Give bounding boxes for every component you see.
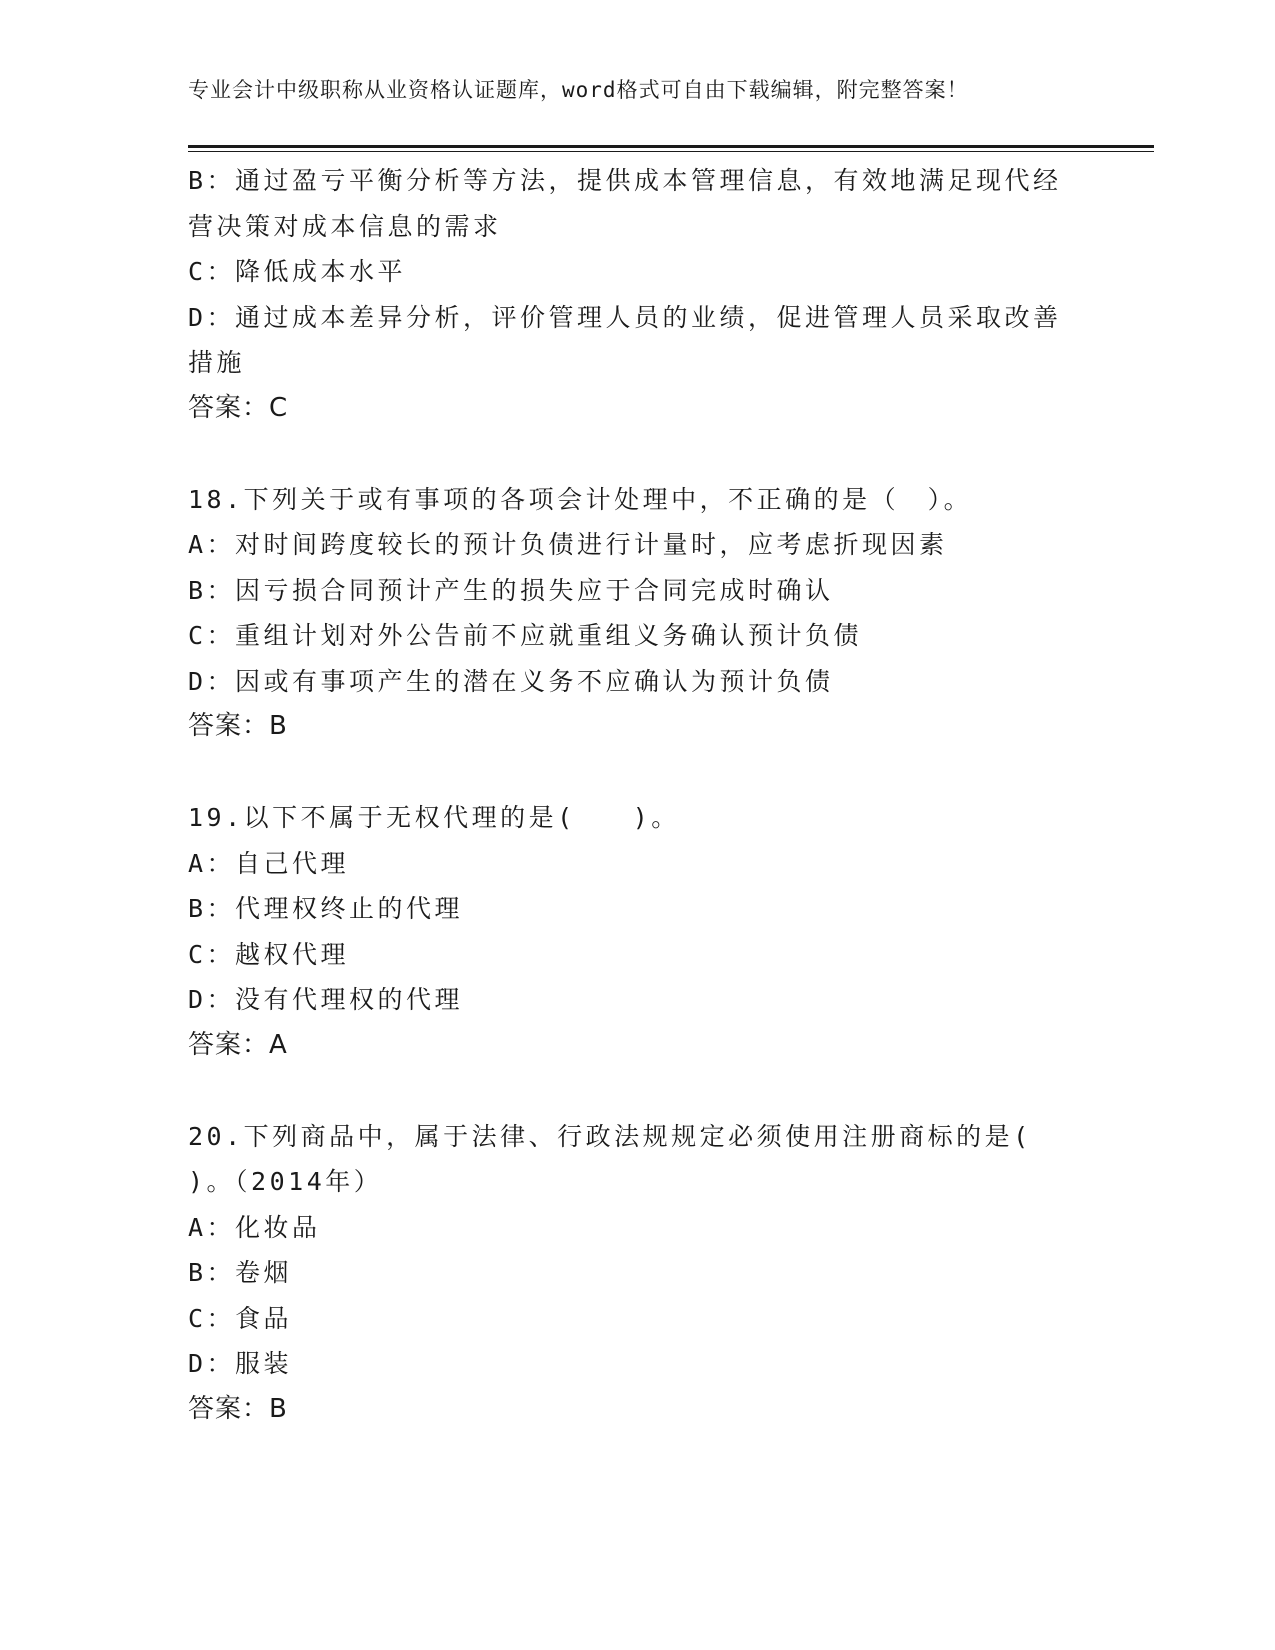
header-rule-thin — [188, 151, 1154, 152]
option-d-line-2: 措施 — [188, 348, 246, 377]
question-stem-line-1: 20.下列商品中，属于法律、行政法规规定必须使用注册商标的是( — [188, 1121, 1032, 1151]
option-b-line-1: B：通过盈亏平衡分析等方法，提供成本管理信息，有效地满足现代经 — [188, 166, 1062, 195]
answer: 答案：B — [188, 1393, 288, 1424]
spacer — [188, 750, 1088, 796]
option-a: A：对时间跨度较长的预计负债进行计量时，应考虑折现因素 — [188, 530, 948, 559]
question-block-19 — [188, 795, 1088, 1068]
option-a: A：自己代理 — [188, 848, 350, 878]
option-c: C：越权代理 — [188, 939, 350, 969]
question-stem-line-2: )。（2014年） — [188, 1167, 383, 1196]
answer: 答案：A — [188, 1029, 288, 1060]
option-d: D：没有代理权的代理 — [188, 985, 464, 1014]
spacer — [188, 1068, 1088, 1114]
option-c: C：食品 — [188, 1303, 293, 1333]
answer: 答案：C — [188, 392, 289, 423]
option-b: B：代理权终止的代理 — [188, 894, 464, 923]
option-c: C：降低成本水平 — [188, 257, 407, 286]
header-rule-thick — [188, 145, 1154, 148]
option-b: B：因亏损合同预计产生的损失应于合同完成时确认 — [188, 575, 834, 605]
question-block-18 — [188, 477, 1088, 750]
option-d: D：因或有事项产生的潜在义务不应确认为预计负债 — [188, 666, 834, 696]
page-header: 专业会计中级职称从业资格认证题库，word格式可自由下载编辑，附完整答案！ — [188, 78, 969, 102]
question-content — [188, 158, 1088, 1432]
option-b-line-2: 营决策对成本信息的需求 — [188, 211, 502, 241]
option-c: C：重组计划对外公告前不应就重组义务确认预计负债 — [188, 621, 863, 650]
option-b: B：卷烟 — [188, 1258, 293, 1287]
option-d: D：服装 — [188, 1349, 293, 1378]
option-a: A：化妆品 — [188, 1212, 321, 1242]
question-block-17 — [188, 158, 1088, 431]
spacer — [188, 431, 1088, 477]
question-stem: 19.以下不属于无权代理的是( )。 — [188, 803, 680, 832]
question-block-20 — [188, 1114, 1088, 1433]
answer: 答案：B — [188, 711, 288, 741]
option-d-line-1: D：通过成本差异分析，评价管理人员的业绩，促进管理人员采取改善 — [188, 302, 1062, 332]
question-stem: 18.下列关于或有事项的各项会计处理中，不正确的是（ ）。 — [188, 484, 973, 514]
